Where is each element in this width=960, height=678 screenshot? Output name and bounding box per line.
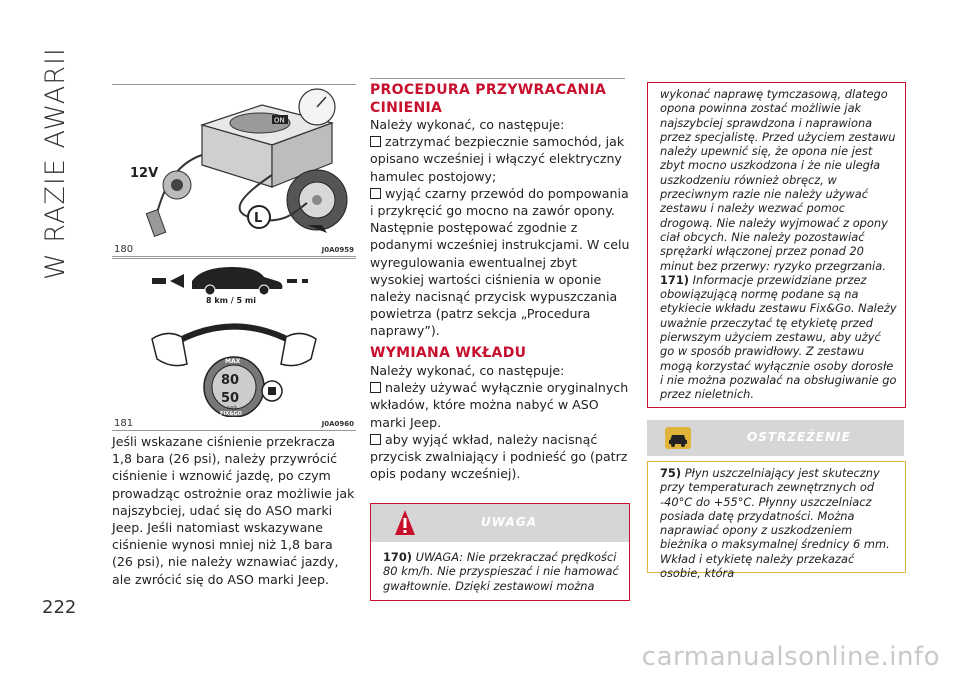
figure-code: J0A0959: [321, 246, 354, 254]
checkbox-bullet-icon: [370, 136, 381, 147]
watermark: carmanualsonline.info: [641, 642, 940, 672]
list-item: należy używać wyłącznie oryginalnych wkładów, które można nabyć w ASO marki Jeep.: [370, 380, 629, 430]
figure-code: J0A0960: [321, 420, 354, 428]
car-caution-icon: [665, 427, 691, 449]
chapter-title-text: W RAZIE AWARII: [40, 47, 71, 280]
warning-box: [370, 503, 630, 601]
caution-label: OSTRZEŻENIE: [747, 430, 851, 444]
chapter-title: [40, 47, 80, 280]
dial-brand-label: FIX&GO: [220, 411, 242, 417]
section-heading-cartridge: WYMIANA WKŁADU: [370, 345, 527, 361]
list-item: wyjąć czarny przewód do pompowania i przykręcić go mocno na zawór opony. Następnie postępować zgodnie z podanymi wcześniej instrukcjami. W celu wyregulowania ewentualnej zbyt wysokiej wartości ciśnienia w oponie należy nacisnąć przycisk wypuszczania powietrza (patrz sekcja „Procedura naprawy”).: [370, 185, 630, 339]
section-cartridge-body: [370, 362, 630, 482]
warning-label: UWAGA: [481, 515, 537, 529]
list-item: zatrzymać bezpiecznie samochód, jak opisano wcześniej i włączyć elektryczny hamulec postojowy;: [370, 134, 625, 184]
caution-header: [647, 420, 904, 456]
pressure-instructions: Jeśli wskazane ciśnienie przekracza 1,8 bara (26 psi), należy przywrócić ciśnienie i wznowić jazdę, po czym prowadząc ostrożnie oraz możliwie jak najszybciej, udać się do ASO marki Jeep. Jeśli natomiast wskazywane ciśnienie wynosi mniej niż 1,8 bara (26 psi), nie należy wznawiać jazdy, ale zwrócić się do ASO marki Jeep.: [112, 434, 355, 587]
figure-181: [112, 258, 356, 429]
checkbox-bullet-icon: [370, 434, 381, 445]
caution-box: [647, 461, 906, 581]
section-heading-pressure: PROCEDURA PRZYWRACANIA CINIENIA: [370, 78, 625, 117]
figure-number: 180: [114, 244, 134, 255]
caution-text: 75) Płyn uszczelniający jest skuteczny przy temperaturach zewnętrznych od -40°C do +55°C. Płynny uszczelniacz posiada datę przydatności. Można naprawiać opony z uszkodzeniem bieżnika o maksymalnej średnicy 6 mm. Wkład i etykietę należy przekazać osobie, która: [660, 466, 890, 581]
list-item: aby wyjąć wkład, należy nacisnąć przycisk zwalniający i podnieść go (patrz opis podany wcześniej).: [370, 431, 628, 482]
on-label: ON: [274, 116, 285, 125]
section-intro: Należy wykonać, co następuje:: [370, 117, 565, 132]
dial-80-label: 80: [221, 373, 240, 388]
marker-l-label: L: [254, 211, 263, 226]
speed-label: 8 km / 5 mi: [206, 296, 256, 305]
warning-header: [371, 504, 629, 542]
figure-number: 181: [114, 418, 134, 429]
section-intro: Należy wykonać, co następuje:: [370, 363, 565, 378]
figure-180: [112, 84, 356, 255]
voltage-label: 12V: [130, 166, 159, 181]
checkbox-bullet-icon: [370, 188, 381, 199]
speed-limit-illustration: [112, 259, 356, 417]
dial-unit-label: km/h: [227, 405, 238, 410]
dial-top-label: MAX: [225, 358, 241, 365]
warning-triangle-icon: [393, 508, 417, 538]
warning-text: 170) UWAGA: Nie przekraczać prędkości 80 km/h. Nie przyspieszać i nie hamować gwałtownie. Dzięki zestawowi można: [383, 550, 619, 593]
section-pressure-body: [370, 116, 630, 340]
checkbox-bullet-icon: [370, 382, 381, 393]
page-number: 222: [42, 597, 77, 618]
dial-50-label: 50: [221, 391, 240, 406]
warning-continued-text: wykonać naprawę tymczasową, dlatego opona powinna zostać możliwie jak najszybciej sprawdzona i naprawiona przez specjalistę. Przed użyciem zestawu należy upewnić się, że opona nie jest zbyt mocno uszkodzona i że nie uległa uszkodzeniu również obręcz, w przeciwnym razie nie należy używać zestawu i należy wezwać pomoc drogową. Nie należy wyjmować z opony ciał obcych. Nie należy pozostawiać sprężarki włączonej przez ponad 20 minut bez przerwy: ryzyko przegrzania. 171) Informacje przewidziane przez obowiązującą normę podane są na etykiecie wkładu zestawu Fix&Go. Należy uważnie przeczytać tę etykietę przed pierwszym użyciem zestawu, aby użyć go w sposób prawidłowy. Z zestawu mogą korzystać wyłącznie osoby dorosłe i nie można pozwalać na obsługiwanie go przez nieletnich.: [660, 87, 897, 402]
warning-continued-box: [647, 82, 906, 408]
compressor-illustration: [112, 85, 356, 243]
